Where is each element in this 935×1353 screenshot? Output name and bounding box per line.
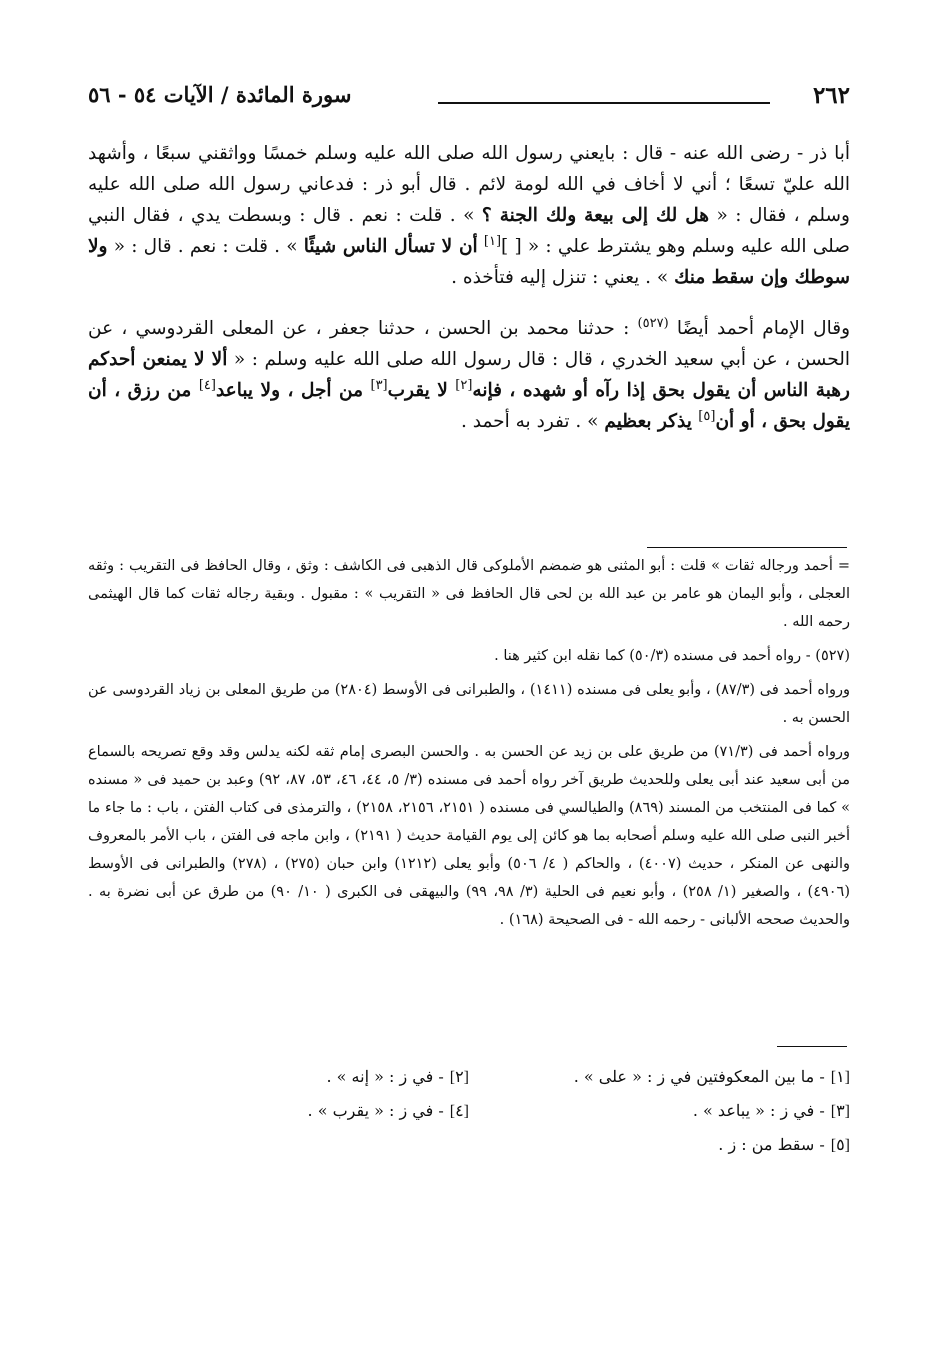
hadith-text: من رزق ، أن يقول بحق ، أو أن xyxy=(88,380,850,432)
variant-note xyxy=(469,1128,850,1162)
variant-marker: [٣] xyxy=(830,1103,850,1120)
commentary-notes xyxy=(88,552,850,940)
hadith-text: يذكر بعظيم xyxy=(604,411,699,432)
variant-row xyxy=(88,1094,850,1128)
hadith-text: لا يقرب xyxy=(387,380,456,401)
text-run: أبا ذر - رضى الله عنه - قال : بايعني رسول الله صلى الله عليه وسلم خمسًا وواثقني سبعًا ، وأشهد الله عليّ تسعًا ؛ أني لا أخاف في الله لومة لائم . قال أبو ذر : فدعاني رسول الله صلى الله عليه وسلم ، فقال : « xyxy=(88,143,850,226)
manuscript-variants xyxy=(88,1060,850,1162)
variant-marker: [١] xyxy=(830,1069,850,1086)
header-rule xyxy=(438,102,770,104)
footnote-ref: [٣] xyxy=(370,377,388,393)
variant-text: - ما بين المعكوفتين في ز : « على » . xyxy=(573,1067,825,1086)
variant-marker: [٢] xyxy=(449,1069,469,1086)
text-run: » . يعني : تنزل إليه فتأخذه . xyxy=(451,267,675,288)
text-run: » . قلت : نعم . قال : « xyxy=(107,236,304,257)
note-paragraph: (٥٢٧) - رواه أحمد فى مسنده (٥٠/٣) كما نقله ابن كثير هنا . xyxy=(494,648,850,664)
variant-row xyxy=(88,1060,850,1094)
variants-separator xyxy=(777,1046,847,1047)
paragraph-hadith-abu-said xyxy=(88,313,850,437)
footnote-ref: [٥] xyxy=(698,408,716,424)
page-header xyxy=(88,82,850,118)
note-paragraph: = أحمد ورجاله ثقات » قلت : أبو المثنى هو ضمضم الأملوكى قال الذهبى فى الكاشف : وثق ، وقال الحافظ فى التقريب : وثقه العجلى ، وأبو اليمان هو عامر بن عبد الله بن لحى قال الحافظ فى « التقريب » : مقبول . وبقية رجاله ثقات كما قال الهيثمى رحمه الله . xyxy=(88,558,850,630)
footnote-ref: [٢] xyxy=(455,377,473,393)
variant-note xyxy=(88,1094,469,1128)
variant-marker: [٤] xyxy=(449,1103,469,1120)
paragraph-hadith-abu-dharr xyxy=(88,138,850,293)
footnote-separator xyxy=(647,547,847,548)
variant-note xyxy=(88,1060,469,1094)
hadith-text: أن لا تسأل الناس شيئًا xyxy=(303,236,478,257)
text-run: : حدثنا محمد بن الحسن ، حدثنا جعفر ، عن المعلى القردوسي ، عن الحسن ، عن أبي سعيد الخدري ، قال : قال رسول الله صلى الله عليه وسلم : « xyxy=(88,318,851,370)
text-run: » . قلت : نعم . قال : وبسطت يدي ، فقال النبي صلى الله عليه وسلم وهو يشترط علي : « [ ] xyxy=(88,205,850,257)
variant-text: - في ز : « إنه » . xyxy=(326,1067,444,1086)
variant-text: - في ز : « يقرب » . xyxy=(307,1101,444,1120)
footnote-ref: [١] xyxy=(483,233,502,249)
footnote-ref: (٥٢٧) xyxy=(637,315,669,331)
variant-text: - سقط من : ز . xyxy=(718,1135,825,1154)
running-title: سورة المائدة / الآيات ٥٤ - ٥٦ xyxy=(88,82,352,107)
page-number: ٢٦٢ xyxy=(812,82,850,109)
variant-note xyxy=(469,1094,850,1128)
variant-note xyxy=(469,1060,850,1094)
footnote-ref: [٤] xyxy=(198,377,216,393)
main-text xyxy=(88,138,850,457)
text-run: وقال الإمام أحمد أيضًا xyxy=(668,318,850,339)
note-paragraph: ورواه أحمد فى (٧١/٣) من طريق على بن زيد عن الحسن به . والحسن البصرى إمام ثقه لكنه يدلس وقد وقع تصريحه بالسماع من أبى سعيد عند أبى يعلى وللحديث طريق آخر رواه أحمد فى مسنده (٣/ ٥، ٤٤، ٤٦، ٥٣، ٨٧، ٩٢) وعبد بن حميد فى « مسنده » كما فى المنتخب من المسند (٨٦٩) والطيالسي فى مسنده ( ٢١٥١، ٢١٥٦، ٢١٥٨) ، والترمذى فى كتاب الفتن ، باب : ما جاء ما أخبر النبى صلى الله عليه وسلم أصحابه بما هو كائن إلى يوم القيامة حديث ( ٢١٩١) ، وابن ماجه فى الفتن ، باب الأمر بالمعروف والنهى عن المنكر ، حديث (٤٠٠٧) ، والحاكم ( ٤/ ٥٠٦) وأبو يعلى (١٢١٢) وابن حبان (٢٧٥) ، (٢٧٨) والطبرانى فى الأوسط (٤٩٠٦) ، والصغير (١/ ٢٥٨) ، وأبو نعيم فى الحلية (٣/ ٩٨، ٩٩) والبيهقى فى الكبرى ( ١٠/ ٩٠) من طرق عن أبى نضرة به . والحديث صححه الألبانى - رحمه الله - فى الصحيحة (١٦٨) . xyxy=(88,744,851,928)
variant-marker: [٥] xyxy=(830,1137,850,1154)
hadith-text: من أجل ، ولا يباعد xyxy=(215,380,371,401)
variant-text: - في ز : « يباعد » . xyxy=(692,1101,825,1120)
hadith-text: هل لك إلى بيعة ولك الجنة ؟ xyxy=(481,205,709,226)
hadith-text: ألا لا يمنعن أحدكم رهبة الناس أن يقول بحق إذا رآه أو شهده ، فإنه xyxy=(88,349,850,401)
text-run: » . تفرد به أحمد . xyxy=(461,411,605,432)
variant-row xyxy=(88,1128,850,1162)
note-paragraph: ورواه أحمد فى (٨٧/٣) ، وأبو يعلى فى مسنده (١٤١١) ، والطبرانى فى الأوسط (٢٨٠٤) من طريق المعلى بن زياد القردوسى عن الحسن به . xyxy=(88,682,850,726)
hadith-text: ولا سوطك وإن سقط منك xyxy=(88,236,850,288)
